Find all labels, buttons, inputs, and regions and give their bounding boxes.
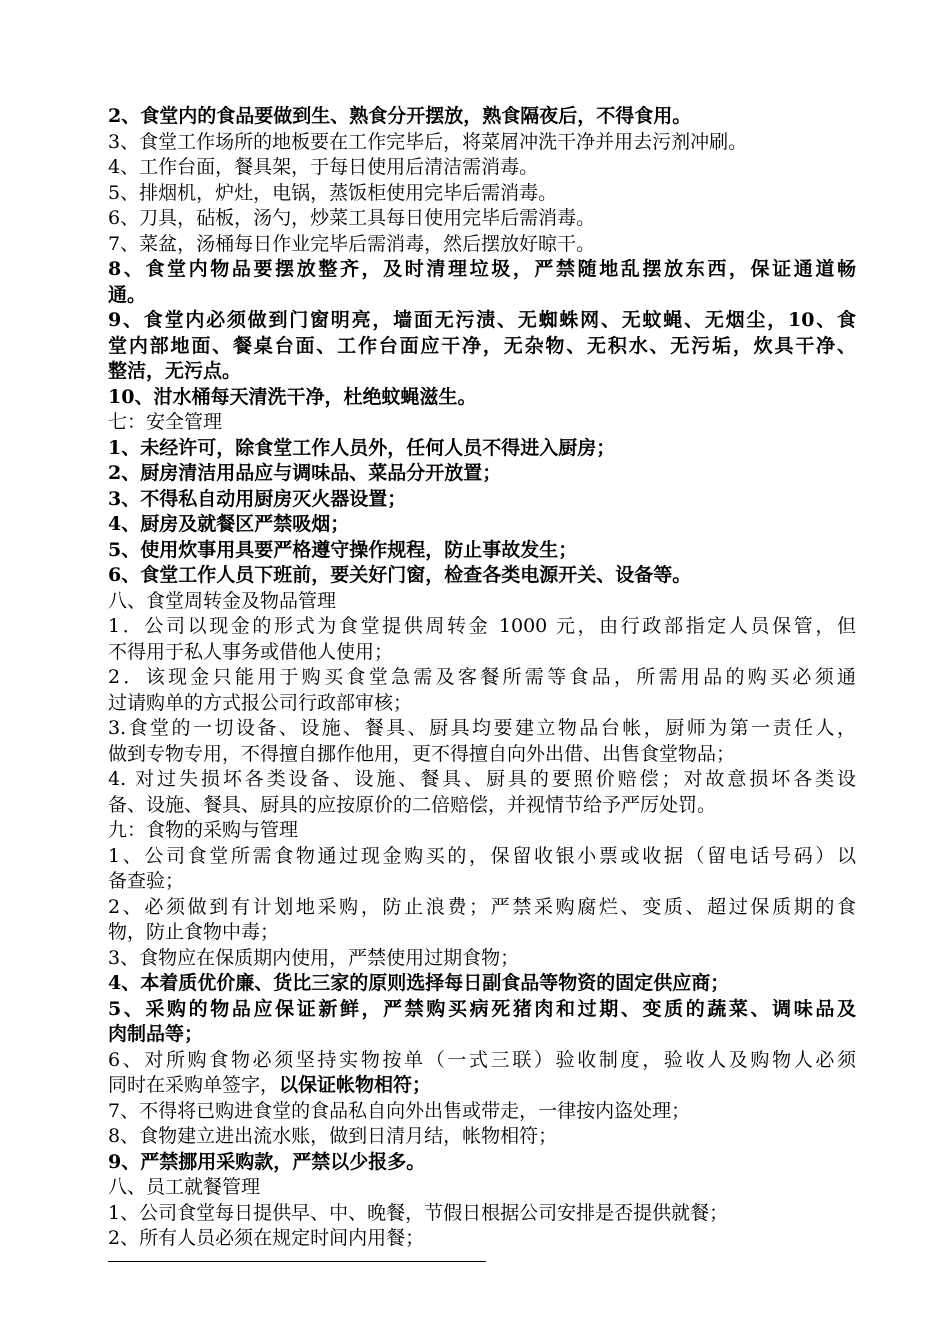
text-line: 4、工作台面，餐具架，于每日使用后清洁需消毒。	[108, 156, 539, 178]
text-line: 整洁，无污点。	[108, 360, 242, 382]
text-line: 过请购单的方式报公司行政部审核；	[108, 691, 413, 714]
text-line: 6、食堂工作人员下班前，要关好门窗，检查各类电源开关、设备等。	[108, 564, 692, 586]
text-line: 5、采购的物品应保证新鲜，严禁购买病死猪肉和过期、变质的蔬菜、调味品及	[108, 997, 856, 1020]
text-line-mixed	[108, 1073, 856, 1099]
text-line: 6、对所购食物必须坚持实物按单（一式三联）验收制度，验收人及购物人必须	[108, 1048, 856, 1071]
text-line: 3.食堂的一切设备、设施、餐具、厨具均要建立物品台帐，厨师为第一责任人，	[108, 717, 856, 739]
text-line: 3、食堂工作场所的地板要在工作完毕后，将菜屑冲洗干净并用去污剂冲刷。	[108, 130, 748, 153]
document-body	[108, 104, 856, 1252]
text-line: 1、公司食堂所需食物通过现金购买的，保留收银小票或收据（留电话号码）以	[108, 844, 856, 867]
section-heading: 八、食堂周转金及物品管理	[108, 589, 337, 612]
text-line: 不得用于私人事务或借他人使用；	[108, 640, 394, 663]
text-line: 6、刀具，砧板，汤勺，炒菜工具每日使用完毕后需消毒。	[108, 207, 596, 229]
text-line: 8、食物建立进出流水账，做到日清月结，帐物相符；	[108, 1125, 558, 1147]
text-line: 4、厨房及就餐区严禁吸烟；	[108, 513, 350, 535]
text-line: 备、设施、餐具、厨具的应按原价的二倍赔偿，并视情节给予严厉处罚。	[108, 793, 717, 816]
text-line: 3、食物应在保质期内使用，严禁使用过期食物；	[108, 946, 520, 969]
section-heading: 八、员工就餐管理	[108, 1176, 261, 1198]
text-line: 物，防止食物中毒；	[108, 921, 280, 943]
text-line: 2．该现金只能用于购买食堂急需及客餐所需等食品，所需用品的购买必须通	[108, 666, 856, 688]
text-line: 7、不得将已购进食堂的食品私自向外出售或带走，一律按内盗处理；	[108, 1099, 691, 1122]
text-segment-bold: 以保证帐物相符；	[279, 1074, 432, 1096]
text-line: 备查验；	[108, 870, 185, 892]
text-line: 1．公司以现金的形式为食堂提供周转金 1000 元，由行政部指定人员保管，但	[108, 615, 856, 637]
text-line: 做到专物专用，不得擅自挪作他用，更不得擅自向外出借、出售食堂物品；	[108, 742, 736, 765]
text-line: 2、食堂内的食品要做到生、熟食分开摆放，熟食隔夜后，不得食用。	[108, 105, 692, 127]
text-line: 4. 对过失损坏各类设备、设施、餐具、厨具的要照价赔偿；对故意损坏各类设	[108, 768, 856, 790]
section-heading: 七：安全管理	[108, 411, 223, 433]
text-line: 5、排烟机，炉灶，电锅，蒸饭柜使用完毕后需消毒。	[108, 181, 558, 204]
text-line: 10、泔水桶每天清洗干净，杜绝蚊蝇滋生。	[108, 385, 477, 408]
text-line: 3、不得私自动用厨房灭火器设置；	[108, 487, 407, 510]
text-line: 堂内部地面、餐桌台面、工作台面应干净，无杂物、无积水、无污垢，炊具干净、	[108, 334, 856, 357]
section-heading: 九：食物的采购与管理	[108, 819, 299, 841]
text-line: 通。	[108, 283, 147, 306]
text-line: 2、厨房清洁用品应与调味品、菜品分开放置；	[108, 462, 502, 484]
text-line: 5、使用炊事用具要严格遵守操作规程，防止事故发生；	[108, 538, 578, 561]
text-line: 2、必须做到有计划地采购，防止浪费；严禁采购腐烂、变质、超过保质期的食	[108, 895, 856, 918]
text-line: 1、未经许可，除食堂工作人员外，任何人员不得进入厨房；	[108, 436, 616, 459]
text-line: 2、所有人员必须在规定时间内用餐；	[108, 1227, 425, 1249]
text-line: 7、菜盆，汤桶每日作业完毕后需消毒，然后摆放好晾干。	[108, 232, 596, 255]
footnote-divider	[108, 1261, 486, 1262]
text-line: 肉制品等；	[108, 1023, 204, 1045]
text-line: 8、食堂内物品要摆放整齐，及时清理垃圾，严禁随地乱摆放东西，保证通道畅	[108, 258, 856, 280]
text-line: 9、严禁挪用采购款，严禁以少报多。	[108, 1150, 426, 1173]
text-line: 1、公司食堂每日提供早、中、晚餐，节假日根据公司安排是否提供就餐；	[108, 1201, 729, 1224]
text-line: 4、本着质优价廉、货比三家的原则选择每日副食品等物资的固定供应商；	[108, 972, 730, 994]
text-line: 9、食堂内必须做到门窗明亮，墙面无污渍、无蜘蛛网、无蚊蝇、无烟尘，10、食	[108, 309, 856, 331]
text-segment-normal: 同时在采购单签字，	[108, 1074, 280, 1096]
